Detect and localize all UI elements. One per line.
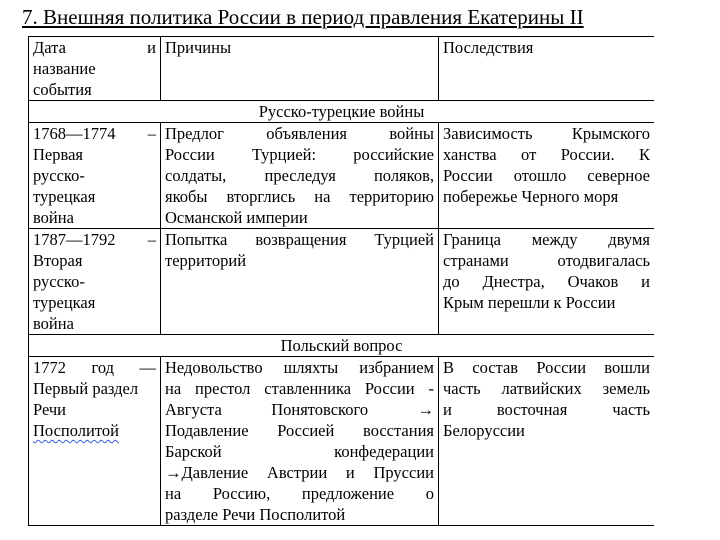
header-causes: Причины	[161, 37, 439, 101]
causes-line: Предлог объявления войны	[165, 124, 434, 143]
causes-line: солдаты, преследуя поляков,	[165, 166, 434, 185]
effects-line: В состав России вошли	[443, 358, 650, 377]
section-row	[29, 335, 655, 357]
causes-line: на престол ставленника России -	[165, 379, 434, 398]
event-line: Посполитой	[33, 421, 119, 440]
slide-title: 7. Внешняя политика России в период правления Екатерины II	[22, 5, 584, 29]
table-row	[29, 229, 655, 335]
causes-line: Барской конфедерации	[165, 442, 434, 461]
causes-line: разделе Речи Посполитой	[165, 505, 346, 524]
event-cell	[29, 123, 161, 229]
section-russo-turkish: Русско-турецкие войны	[29, 101, 655, 123]
causes-cell	[161, 357, 439, 526]
table-row	[29, 123, 655, 229]
effects-line: России отошло северное	[443, 166, 650, 185]
effects-line: побережье Черного моря	[443, 187, 619, 206]
header-line: Дата и	[33, 38, 156, 57]
event-line: Первый раздел	[33, 379, 139, 398]
effects-line: Крым перешли к России	[443, 293, 616, 312]
effects-cell	[439, 229, 655, 335]
causes-cell	[161, 123, 439, 229]
event-line: война	[33, 314, 74, 333]
event-line: 1787—1792 –	[33, 230, 156, 249]
causes-line: →Давление Австрии и Пруссии	[165, 463, 434, 482]
foreign-policy-table	[28, 36, 654, 526]
effects-cell	[439, 357, 655, 526]
causes-line: Османской империи	[165, 208, 308, 227]
table-row	[29, 357, 655, 526]
effects-line: Зависимость Крымского	[443, 124, 650, 143]
effects-line: ханства от России. К	[443, 145, 650, 164]
event-cell	[29, 229, 161, 335]
causes-line: якобы вторглись на территорию	[165, 187, 434, 206]
header-row	[29, 37, 655, 101]
event-line: Первая	[33, 145, 83, 164]
causes-line: Недовольство шляхты избранием	[165, 358, 434, 377]
effects-line: Граница между двумя	[443, 230, 650, 249]
header-line: события	[33, 80, 92, 99]
causes-line: Подавление Россией восстания	[165, 421, 434, 440]
causes-line: на Россию, предложение о	[165, 484, 434, 503]
event-line: 1772 год —	[33, 358, 156, 377]
event-line: русско-	[33, 166, 85, 185]
section-row	[29, 101, 655, 123]
section-polish-question: Польский вопрос	[29, 335, 655, 357]
causes-line: Попытка возвращения Турцией	[165, 230, 434, 249]
event-line: 1768—1774 –	[33, 124, 156, 143]
event-line: русско-	[33, 272, 85, 291]
effects-line: до Днестра, Очаков и	[443, 272, 650, 291]
event-line: Вторая	[33, 251, 83, 270]
causes-cell	[161, 229, 439, 335]
effects-line: и восточная часть	[443, 400, 650, 419]
event-line: Речи	[33, 400, 66, 419]
document-table-area	[28, 36, 654, 540]
causes-line: России Турцией: российские	[165, 145, 434, 164]
effects-line: странами отодвигалась	[443, 251, 650, 270]
header-date-event	[29, 37, 161, 101]
effects-line: часть латвийских земель	[443, 379, 650, 398]
effects-cell	[439, 123, 655, 229]
header-effects: Последствия	[439, 37, 655, 101]
event-line: турецкая	[33, 187, 96, 206]
event-cell	[29, 357, 161, 526]
causes-line: территорий	[165, 251, 247, 270]
causes-line: Августа Понятовского →	[165, 400, 434, 419]
header-line: название	[33, 59, 96, 78]
effects-line: Белоруссии	[443, 421, 525, 440]
event-line: турецкая	[33, 293, 96, 312]
event-line: война	[33, 208, 74, 227]
